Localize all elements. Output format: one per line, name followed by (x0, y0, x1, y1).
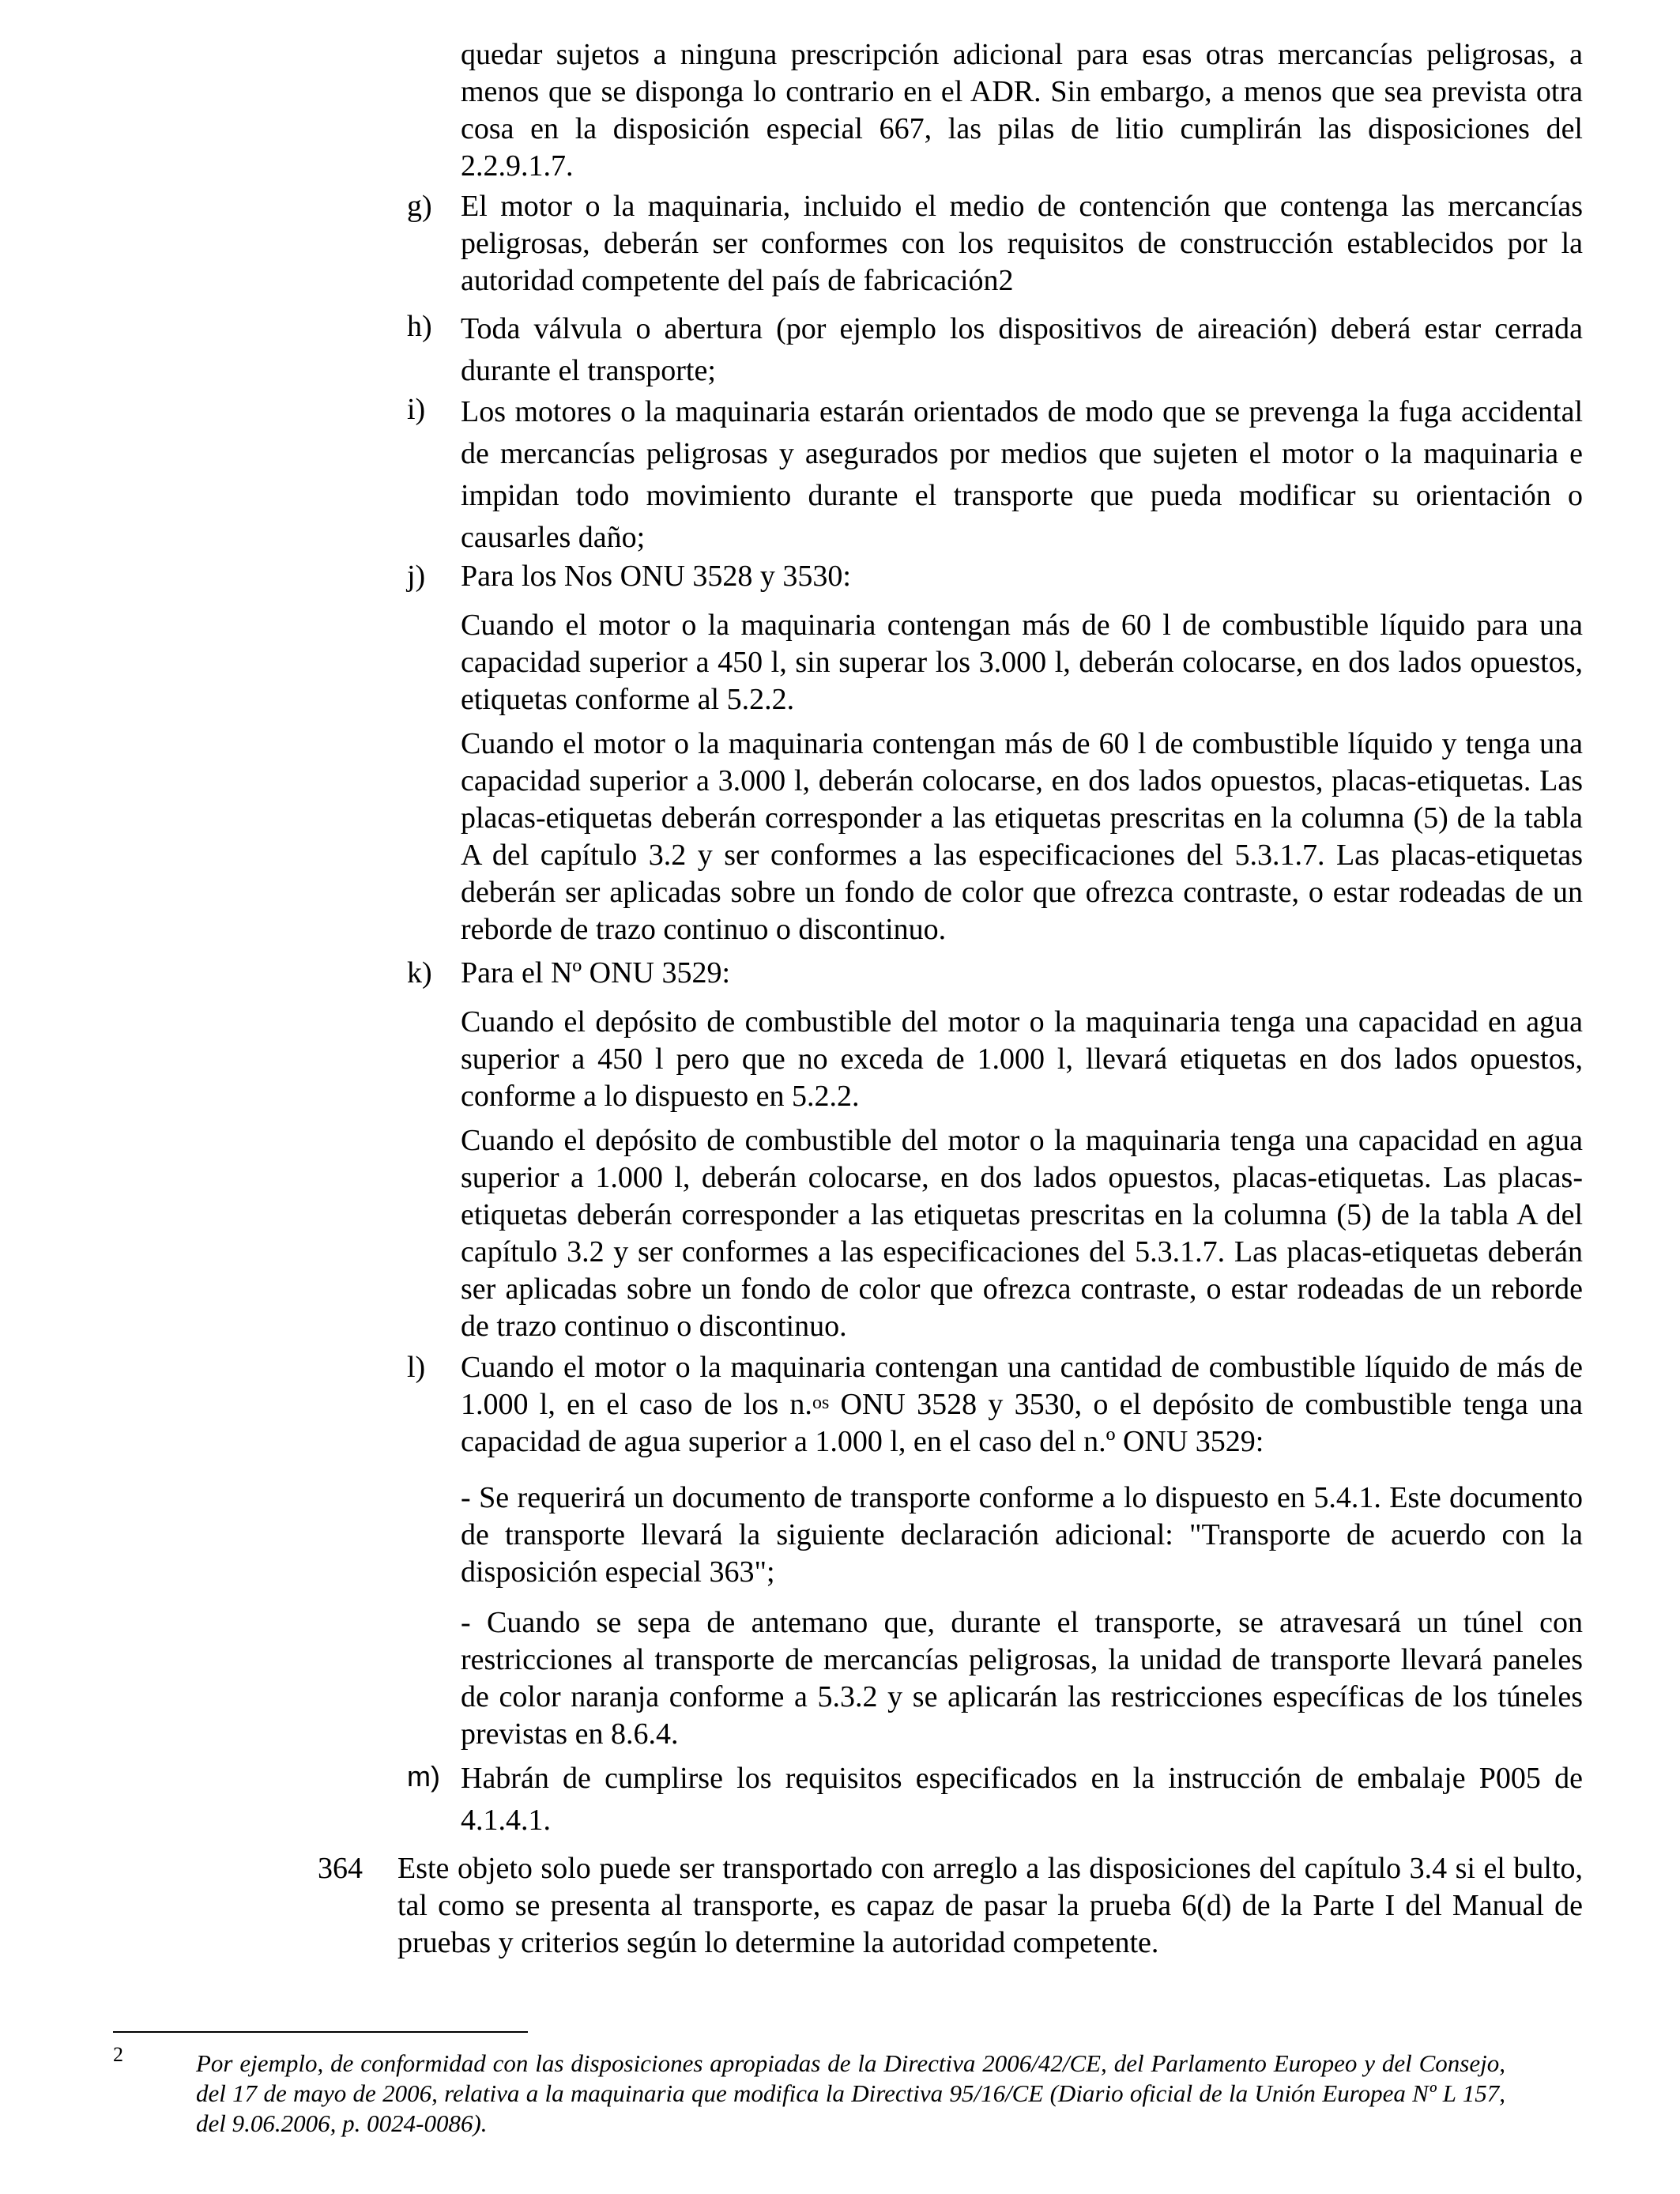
item-letter-l: l) (407, 1351, 426, 1384)
item-k-heading: Para el Nº ONU 3529: (461, 956, 731, 990)
item-l-dash-1: - Se requerirá un documento de transporte conforme a lo dispuesto en 5.4.1. Este documento de transporte llevará la siguiente declaración adicional: "Transporte de acuerdo con la disposición especial 363"; (461, 1481, 1583, 1589)
footnote-text: Por ejemplo, de conformidad con las disposiciones apropiadas de la Directiva 2006/42/CE, del Parlamento Europeo y del Consejo, del 17 de mayo de 2006, relativa a la maquinaria que modifica la Directiva 95/16/CE (Diario oficial de la Unión Europea Nº L 157, del 9.06.2006, p. 0024-0086). (196, 2049, 1505, 2137)
footnote-number: 2 (113, 2043, 123, 2066)
item-l-text-part-a: Cuando el motor o la maquinaria contengan una cantidad de combustible líquido de más de 1.000 l, en el caso de los n. (461, 1351, 1583, 1421)
item-letter-m: m) (407, 1760, 440, 1793)
item-h-text: Toda válvula o abertura (por ejemplo los dispositivos de aireación) deberá estar cerrada durante el transporte; (461, 312, 1583, 387)
item-l-text (461, 1349, 1583, 1461)
continuation-paragraph: quedar sujetos a ninguna prescripción adicional para esas otras mercancías peligrosas, a menos que se disponga lo contrario en el ADR. Sin embargo, a menos que sea prevista otra cosa en la disposición especial 667, las pilas de litio cumplirán las disposiciones del 2.2.9.1.7. (461, 38, 1583, 183)
item-letter-h: h) (407, 310, 432, 343)
footnote-separator (113, 2031, 528, 2033)
item-j-heading: Para los Nos ONU 3528 y 3530: (461, 560, 851, 593)
item-l-text-part-b: ONU 3528 y 3530, o el depósito de combustible tenga una capacidad de agua superior a 1.000 l, en el caso del n.º ONU 3529: (461, 1388, 1583, 1458)
item-j-paragraph-2: Cuando el motor o la maquinaria contengan más de 60 l de combustible líquido y tenga una capacidad superior a 3.000 l, deberán colocarse, en dos lados opuestos, placas-etiquetas. Las placas-etiquetas deberán corresponder a las etiquetas prescritas en la columna (5) de la tabla A del capítulo 3.2 y ser conformes a las especificaciones del 5.3.1.7. Las placas-etiquetas deberán ser aplicadas sobre un fondo de color que ofrezca contraste, o estar rodeadas de un reborde de trazo continuo o discontinuo. (461, 727, 1583, 946)
item-letter-g: g) (407, 190, 432, 223)
item-j-paragraph-1: Cuando el motor o la maquinaria contengan más de 60 l de combustible líquido para una capacidad superior a 450 l, sin superar los 3.000 l, deberán colocarse, en dos lados opuestos, etiquetas conforme al 5.2.2. (461, 609, 1583, 716)
item-k-paragraph-1: Cuando el depósito de combustible del motor o la maquinaria tenga una capacidad en agua superior a 450 l pero que no exceda de 1.000 l, llevará etiquetas en dos lados opuestos, conforme a lo dispuesto en 5.2.2. (461, 1005, 1583, 1113)
item-k-paragraph-2: Cuando el depósito de combustible del motor o la maquinaria tenga una capacidad en agua superior a 1.000 l, deberán colocarse, en dos lados opuestos, placas-etiquetas. Las placas-etiquetas deberán corresponder a las etiquetas prescritas en la columna (5) de la tabla A del capítulo 3.2 y ser conformes a las especificaciones del 5.3.1.7. Las placas-etiquetas deberán ser aplicadas sobre un fondo de color que ofrezca contraste, o estar rodeadas de un reborde de trazo continuo o discontinuo. (461, 1124, 1583, 1343)
item-letter-j: j) (407, 560, 426, 593)
item-l-superscript: os (812, 1393, 830, 1413)
item-l-dash-2: - Cuando se sepa de antemano que, durante el transporte, se atravesará un túnel con restricciones al transporte de mercancías peligrosas, la unidad de transporte llevará paneles de color naranja conforme a 5.3.2 y se aplicarán las restricciones específicas de los túneles previstas en 8.6.4. (461, 1606, 1583, 1751)
item-g-text: El motor o la maquinaria, incluido el medio de contención que contenga las mercancías peligrosas, deberán ser conformes con los requisitos de construcción establecidos por la autoridad competente del país de fabricación2 (461, 190, 1583, 297)
provision-364-text: Este objeto solo puede ser transportado con arreglo a las disposiciones del capítulo 3.4 si el bulto, tal como se presenta al transporte, es capaz de pasar la prueba 6(d) de la Parte I del Manual de pruebas y criterios según lo determine la autoridad competente. (397, 1852, 1583, 1959)
item-letter-k: k) (407, 956, 432, 990)
item-i-text: Los motores o la maquinaria estarán orientados de modo que se prevenga la fuga accidental de mercancías peligrosas y asegurados por medios que sujeten el motor o la maquinaria e impidan todo movimiento durante el transporte que pueda modificar su orientación o causarles daño; (461, 395, 1583, 554)
item-m-text: Habrán de cumplirse los requisitos especificados en la instrucción de embalaje P005 de 4.1.4.1. (461, 1762, 1583, 1837)
provision-number: 364 (318, 1852, 363, 1885)
item-letter-i: i) (407, 393, 426, 426)
